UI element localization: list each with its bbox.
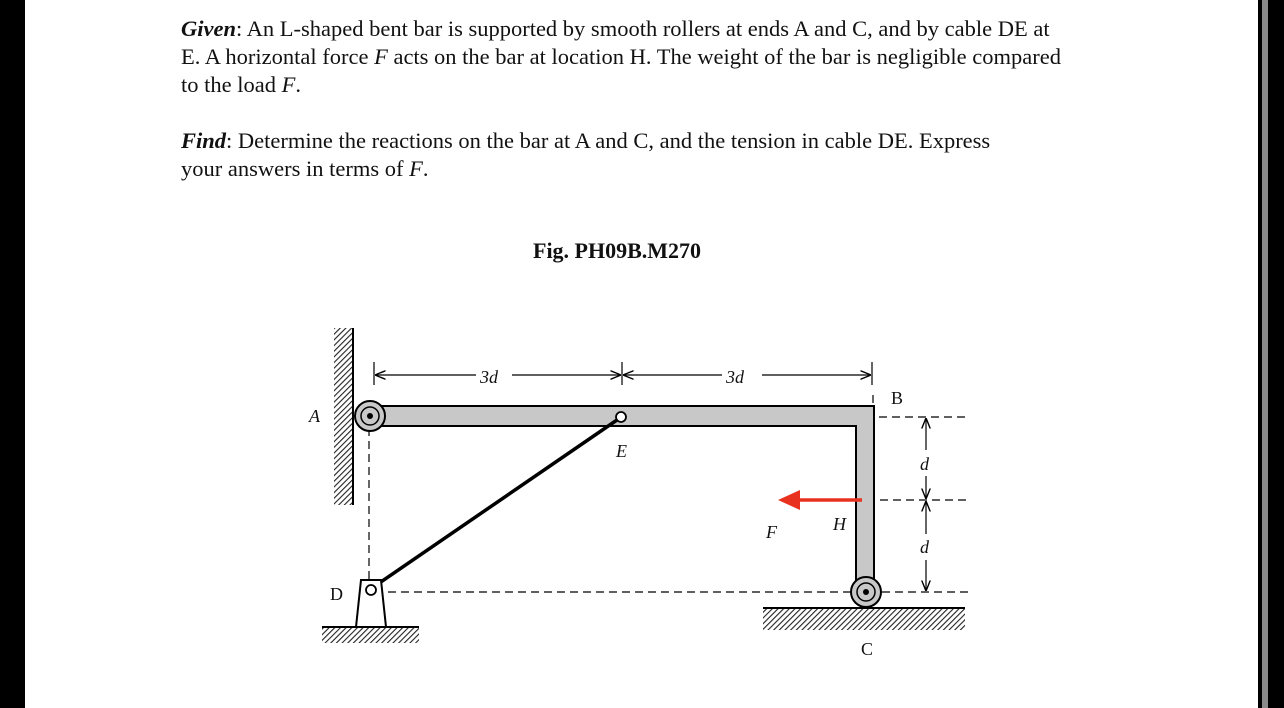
find-label: Find: [181, 128, 227, 153]
ground-left: [322, 627, 419, 643]
label-c: C: [861, 639, 874, 659]
label-d: D: [330, 584, 343, 604]
dimension-3d: [374, 362, 872, 385]
given-label: Given: [181, 16, 236, 41]
given-force-symbol: F: [374, 44, 388, 69]
figure-title: Fig. PH09B.M270: [533, 238, 702, 263]
given-load-symbol: F: [281, 72, 296, 97]
label-3d-right: 3d: [726, 367, 744, 387]
label-b: B: [891, 388, 904, 408]
find-force-symbol: F: [409, 156, 423, 181]
find-text: : Determine the reactions on the bar at A and C, and the tension in cable DE. Express your answers in terms of: [181, 128, 991, 181]
label-e: E: [616, 441, 627, 461]
given-paragraph: Given: An L-shaped bent bar is supported by smooth rollers at ends A and C, and by cable DE at E. A horizontal force F acts on the bar at location H. The weight of the bar is negligible compared to the load F.: [181, 16, 1061, 97]
ground-right: [763, 608, 965, 630]
label-3d-left: 3d: [480, 367, 498, 387]
find-paragraph: Find: Determine the reactions on the bar at A and C, and the tension in cable DE. Express your answers in terms of F.: [181, 128, 991, 181]
given-text: : An L-shaped bent bar is supported by smooth rollers at ends A and C, and by cable DE at E. A horizontal force: [181, 16, 1050, 69]
pin-e: [616, 412, 626, 422]
given-text-2: acts on the bar at location H. The weight of the bar is negligible compared to the load: [181, 44, 1061, 97]
label-d-bottom: d: [920, 537, 929, 557]
roller-a: [355, 401, 385, 431]
support-d: [356, 580, 386, 627]
left-wall: [334, 328, 353, 505]
label-f: F: [766, 522, 777, 542]
label-h: H: [833, 514, 846, 534]
force-f-arrow: [778, 490, 862, 510]
cable-de: [375, 420, 617, 586]
label-d-top: d: [920, 454, 929, 474]
roller-c: [851, 577, 881, 607]
label-a: A: [309, 406, 320, 426]
